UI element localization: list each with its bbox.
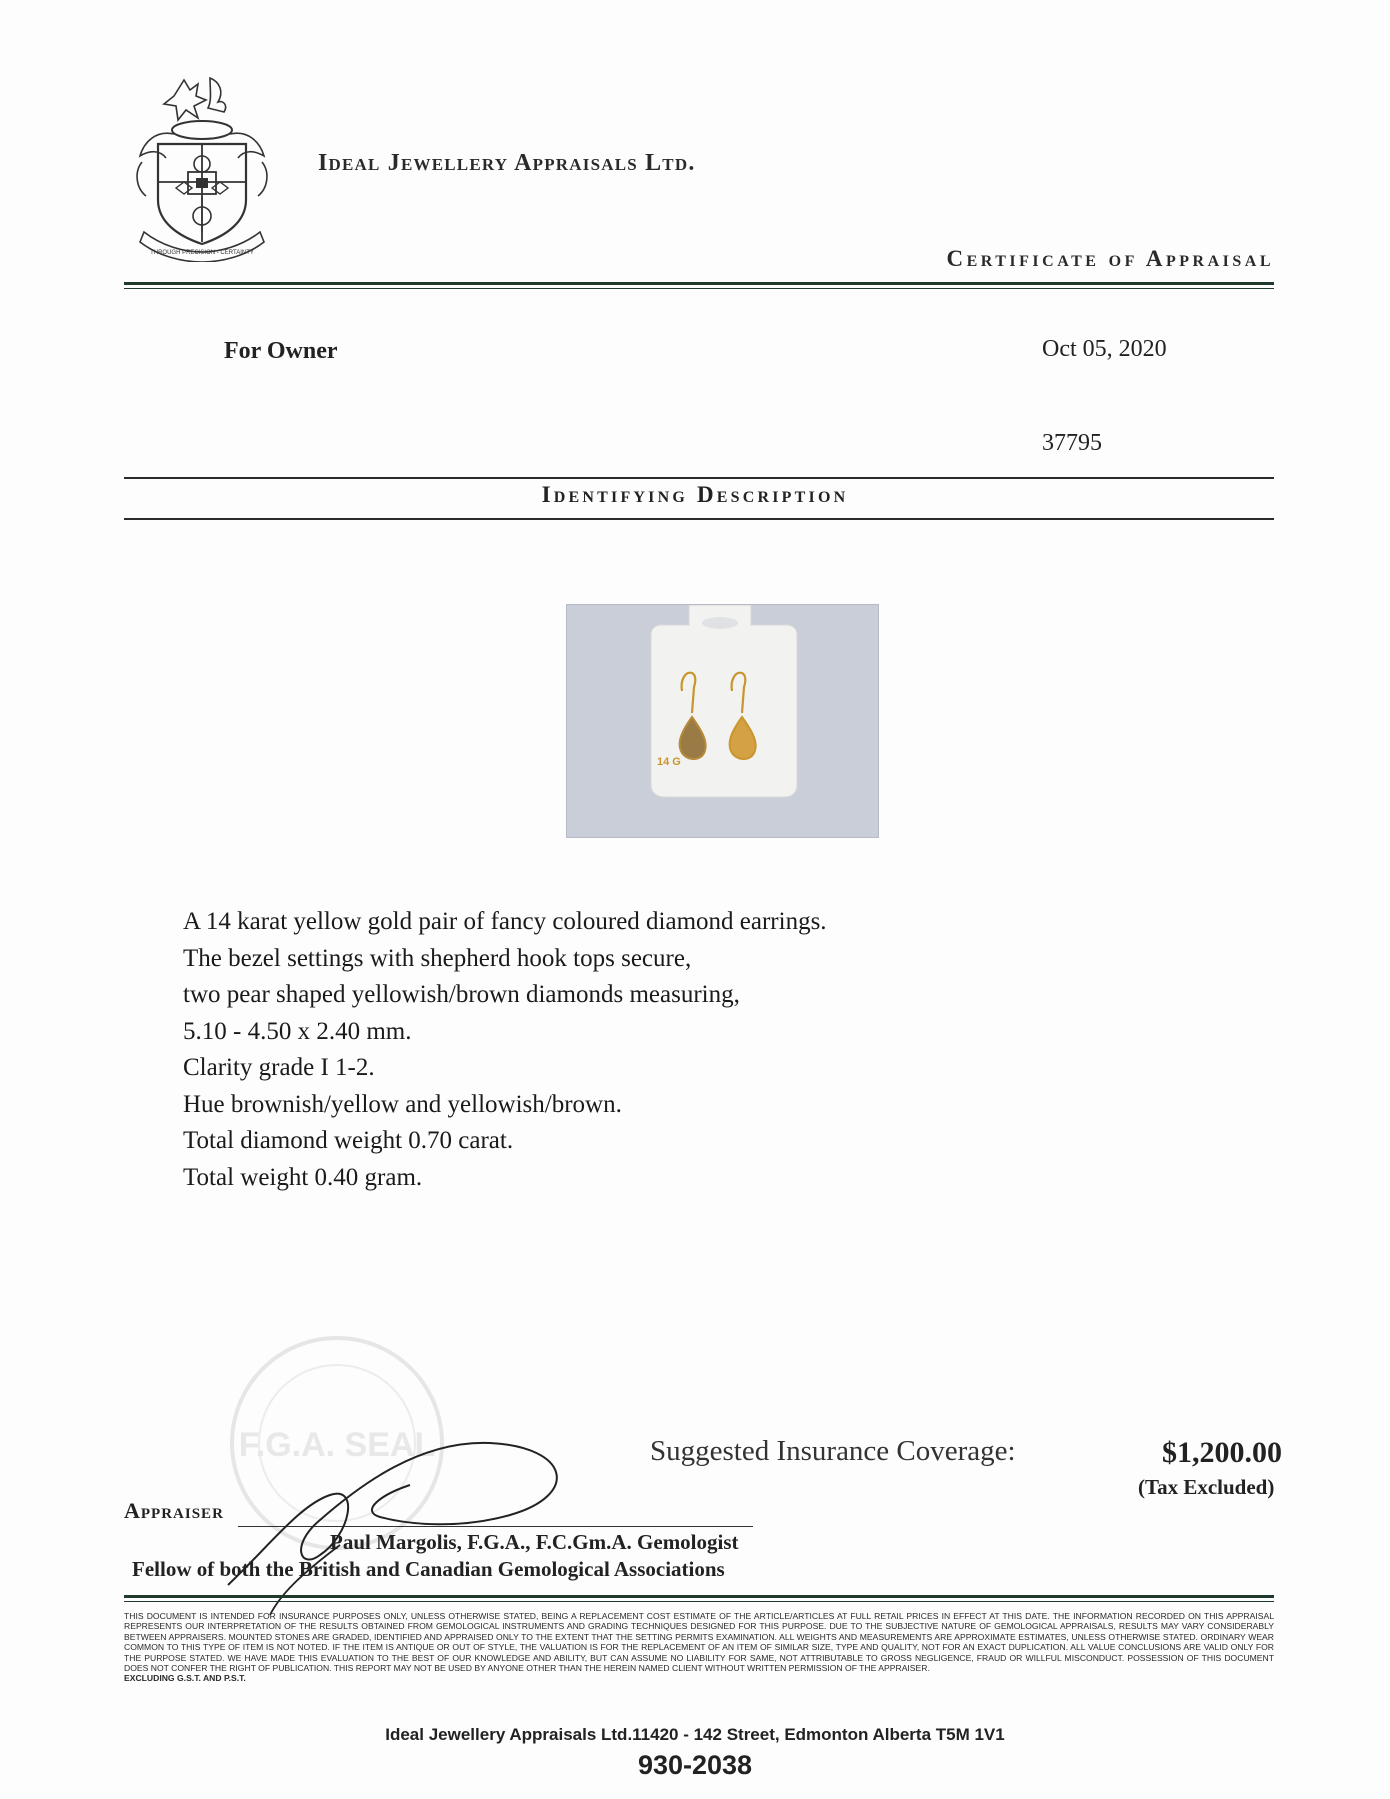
earrings-illustration [567, 605, 878, 837]
description-line: A 14 karat yellow gold pair of fancy coloured diamond earrings. [183, 908, 827, 935]
tax-note: (Tax Excluded) [1138, 1475, 1275, 1499]
section-title: Identifying Description [541, 482, 849, 507]
disclaimer-text: THIS DOCUMENT IS INTENDED FOR INSURANCE PURPOSES ONLY, UNLESS OTHERWISE STATED, BEING A REPLACEMENT COST ESTIMATE OF THE ARTICLE/ARTICLES AT FULL RETAIL PRICES IN EFFECT AT THIS DATE. THE INFORMATION RECORDED ON THIS APPRAISAL REPRESENTS OUR INTERPRETATION OF THE RESULTS OBTAINED FROM GEMOLOGICAL INSTRUMENTS AND GRADING TECHNIQUES DESIGNED FOR THIS PURPOSE. DUE TO THE SUBJECTIVE NATURE OF GEMOLOGICAL APPRAISALS, RESULTS MAY VARY CONSIDERABLY BETWEEN APPRAISERS. MOUNTED STONES ARE GRADED, IDENTIFIED AND APPRAISED ONLY TO THE EXTENT THAT THE SETTING PERMITS EXAMINATION. ALL WEIGHTS AND MEASUREMENTS ARE APPROXIMATE ESTIMATES, UNLESS OTHERWISE STATED. ORDINARY WEAR COMMON TO THIS TYPE OF ITEM IS NOT NOTED. IF THE ITEM IS ANTIQUE OR OUT OF STYLE, THE VALUATION IS FOR THE REPLACEMENT OF AN ITEM OF SIMILAR SIZE, TYPE AND QUALITY, NOT FOR AN EXACT DUPLICATION. ALL VALUE CONCLUSIONS ARE VALID ONLY FOR THE PURPOSE STATED. WE HAVE MADE THIS EVALUATION TO THE BEST OF OUR KNOWLEDGE AND ABILITY, BUT CAN ASSUME NO LIABILITY FOR SAME, NOT ATTRIBUTABLE TO GROSS NEGLIGENCE, FRAUD OR WILLFUL MISCONDUCT. POSSESSION OF THIS DOCUMENT DOES NOT CONFER THE RIGHT OF PUBLICATION. THIS REPORT MAY NOT BE USED BY ANYONE OTHER THAN THE HEREIN NAMED CLIENT WITHOUT WRITTEN PERMISSION OF THE APPRAISER. [124, 1611, 1274, 1674]
seal-text: F.G.A. SEAL [238, 1426, 436, 1464]
handwritten-signature [210, 1425, 590, 1615]
description-line: two pear shaped yellowish/brown diamonds measuring, [183, 981, 740, 1008]
owner-label: For Owner [224, 338, 338, 364]
appraiser-label: Appraiser [124, 1498, 224, 1523]
section-divider-top [124, 477, 1274, 479]
description-line: Clarity grade I 1-2. [183, 1054, 375, 1081]
appraisal-number: 37795 [1042, 430, 1102, 456]
disclaimer [124, 1611, 1274, 1684]
footer-divider [124, 1595, 1274, 1598]
appraiser-name: Paul Margolis, F.G.A., F.C.Gm.A. Gemologist [330, 1530, 739, 1554]
header-divider [124, 282, 1274, 285]
section-divider-bottom [124, 518, 1274, 520]
appraisal-date: Oct 05, 2020 [1042, 336, 1167, 362]
coverage-label: Suggested Insurance Coverage: [650, 1435, 1016, 1467]
header-divider-thin [124, 288, 1274, 289]
earrings-photo [566, 604, 879, 838]
description-line: 5.10 - 4.50 x 2.40 mm. [183, 1017, 412, 1045]
company-address: Ideal Jewellery Appraisals Ltd.11420 - 142 Street, Edmonton Alberta T5M 1V1 [385, 1725, 1005, 1744]
coverage-amount: $1,200.00 [1162, 1436, 1282, 1469]
company-phone: 930-2038 [637, 1750, 753, 1780]
appraiser-fellowship: Fellow of both the British and Canadian Gemological Associations [132, 1557, 725, 1581]
tax-exclusion-note: EXCLUDING G.S.T. AND P.S.T. [124, 1673, 246, 1684]
company-name: Ideal Jewellery Appraisals Ltd. [318, 150, 696, 176]
gold-stamp: 14 G [657, 756, 681, 768]
coat-of-arms-logo [122, 72, 282, 262]
description-line: Total diamond weight 0.70 carat. [183, 1127, 514, 1154]
description-line: Total weight 0.40 gram. [183, 1163, 423, 1191]
description-line: The bezel settings with shepherd hook tops secure, [183, 944, 692, 972]
crest-motto: THROUGH PRECISION - CERTAINTY [150, 250, 254, 256]
certificate-title: Certificate of Appraisal [946, 246, 1274, 271]
footer-divider-thin [124, 1601, 1274, 1602]
description-line: Hue brownish/yellow and yellowish/brown. [183, 1090, 622, 1118]
item-description [183, 904, 827, 1196]
